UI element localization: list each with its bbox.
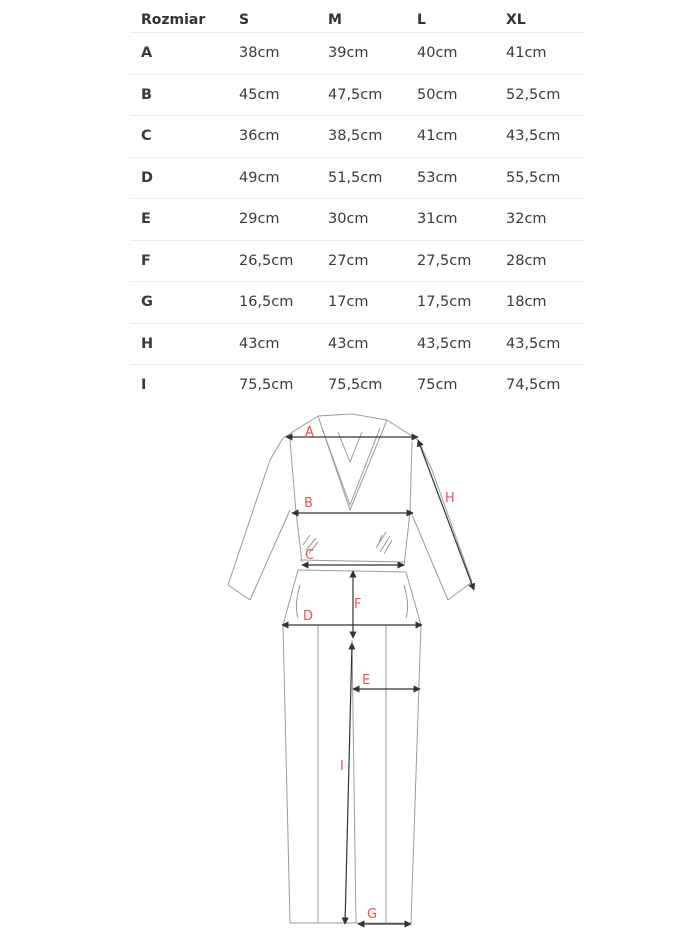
table-row xyxy=(130,33,585,75)
measurement-letters xyxy=(303,425,455,922)
value-l: 27,5cm xyxy=(417,252,472,269)
value-l: 43,5cm xyxy=(417,335,472,352)
value-s: 75,5cm xyxy=(239,377,294,394)
row-label: B xyxy=(141,86,153,103)
value-s: 43cm xyxy=(239,335,280,352)
row-label: G xyxy=(141,294,153,311)
row-label: H xyxy=(141,335,154,352)
header-xl: XL xyxy=(506,12,526,28)
value-l: 50cm xyxy=(417,86,458,103)
value-m: 51,5cm xyxy=(328,169,383,186)
measurement-arrows xyxy=(282,437,474,924)
value-l: 17,5cm xyxy=(417,294,472,311)
letter-d: D xyxy=(303,609,314,624)
table-row xyxy=(130,324,585,366)
header-m: M xyxy=(328,12,342,28)
value-m: 43cm xyxy=(328,335,369,352)
value-xl: 43,5cm xyxy=(506,335,561,352)
header-size: Rozmiar xyxy=(141,12,206,28)
table-row xyxy=(130,116,585,158)
value-xl: 32cm xyxy=(506,211,547,228)
row-label: A xyxy=(141,45,153,62)
header-s: S xyxy=(239,12,250,28)
row-label: C xyxy=(141,128,152,145)
row-label: I xyxy=(141,377,147,394)
table-row xyxy=(130,158,585,200)
table-row xyxy=(130,241,585,283)
letter-a: A xyxy=(305,425,314,440)
value-m: 27cm xyxy=(328,252,369,269)
value-xl: 74,5cm xyxy=(506,377,561,394)
value-l: 31cm xyxy=(417,211,458,228)
value-xl: 52,5cm xyxy=(506,86,561,103)
letter-h: H xyxy=(445,491,455,506)
letter-f: F xyxy=(354,597,362,612)
value-l: 40cm xyxy=(417,45,458,62)
value-s: 29cm xyxy=(239,211,280,228)
value-s: 38cm xyxy=(239,45,280,62)
value-xl: 55,5cm xyxy=(506,169,561,186)
row-label: D xyxy=(141,169,154,186)
value-s: 49cm xyxy=(239,169,280,186)
letter-c: C xyxy=(305,548,315,563)
table-header-row xyxy=(130,0,585,33)
value-s: 36cm xyxy=(239,128,280,145)
value-s: 26,5cm xyxy=(239,252,294,269)
value-xl: 28cm xyxy=(506,252,547,269)
value-xl: 18cm xyxy=(506,294,547,311)
size-table xyxy=(130,0,585,406)
value-m: 39cm xyxy=(328,45,369,62)
letter-b: B xyxy=(304,496,313,511)
table-row xyxy=(130,365,585,406)
row-label: F xyxy=(141,252,151,269)
value-m: 30cm xyxy=(328,211,369,228)
value-m: 47,5cm xyxy=(328,86,383,103)
header-l: L xyxy=(417,12,426,28)
table-row xyxy=(130,282,585,324)
value-s: 16,5cm xyxy=(239,294,294,311)
value-m: 75,5cm xyxy=(328,377,383,394)
letter-e: E xyxy=(362,673,371,688)
value-l: 75cm xyxy=(417,377,458,394)
value-m: 38,5cm xyxy=(328,128,383,145)
row-label: E xyxy=(141,211,151,228)
value-m: 17cm xyxy=(328,294,369,311)
value-s: 45cm xyxy=(239,86,280,103)
jumpsuit-outline xyxy=(228,414,472,923)
table-row xyxy=(130,199,585,241)
value-l: 53cm xyxy=(417,169,458,186)
letter-g: G xyxy=(367,907,378,922)
value-l: 41cm xyxy=(417,128,458,145)
letter-i: I xyxy=(340,759,344,774)
table-row xyxy=(130,75,585,117)
value-xl: 41cm xyxy=(506,45,547,62)
value-xl: 43,5cm xyxy=(506,128,561,145)
